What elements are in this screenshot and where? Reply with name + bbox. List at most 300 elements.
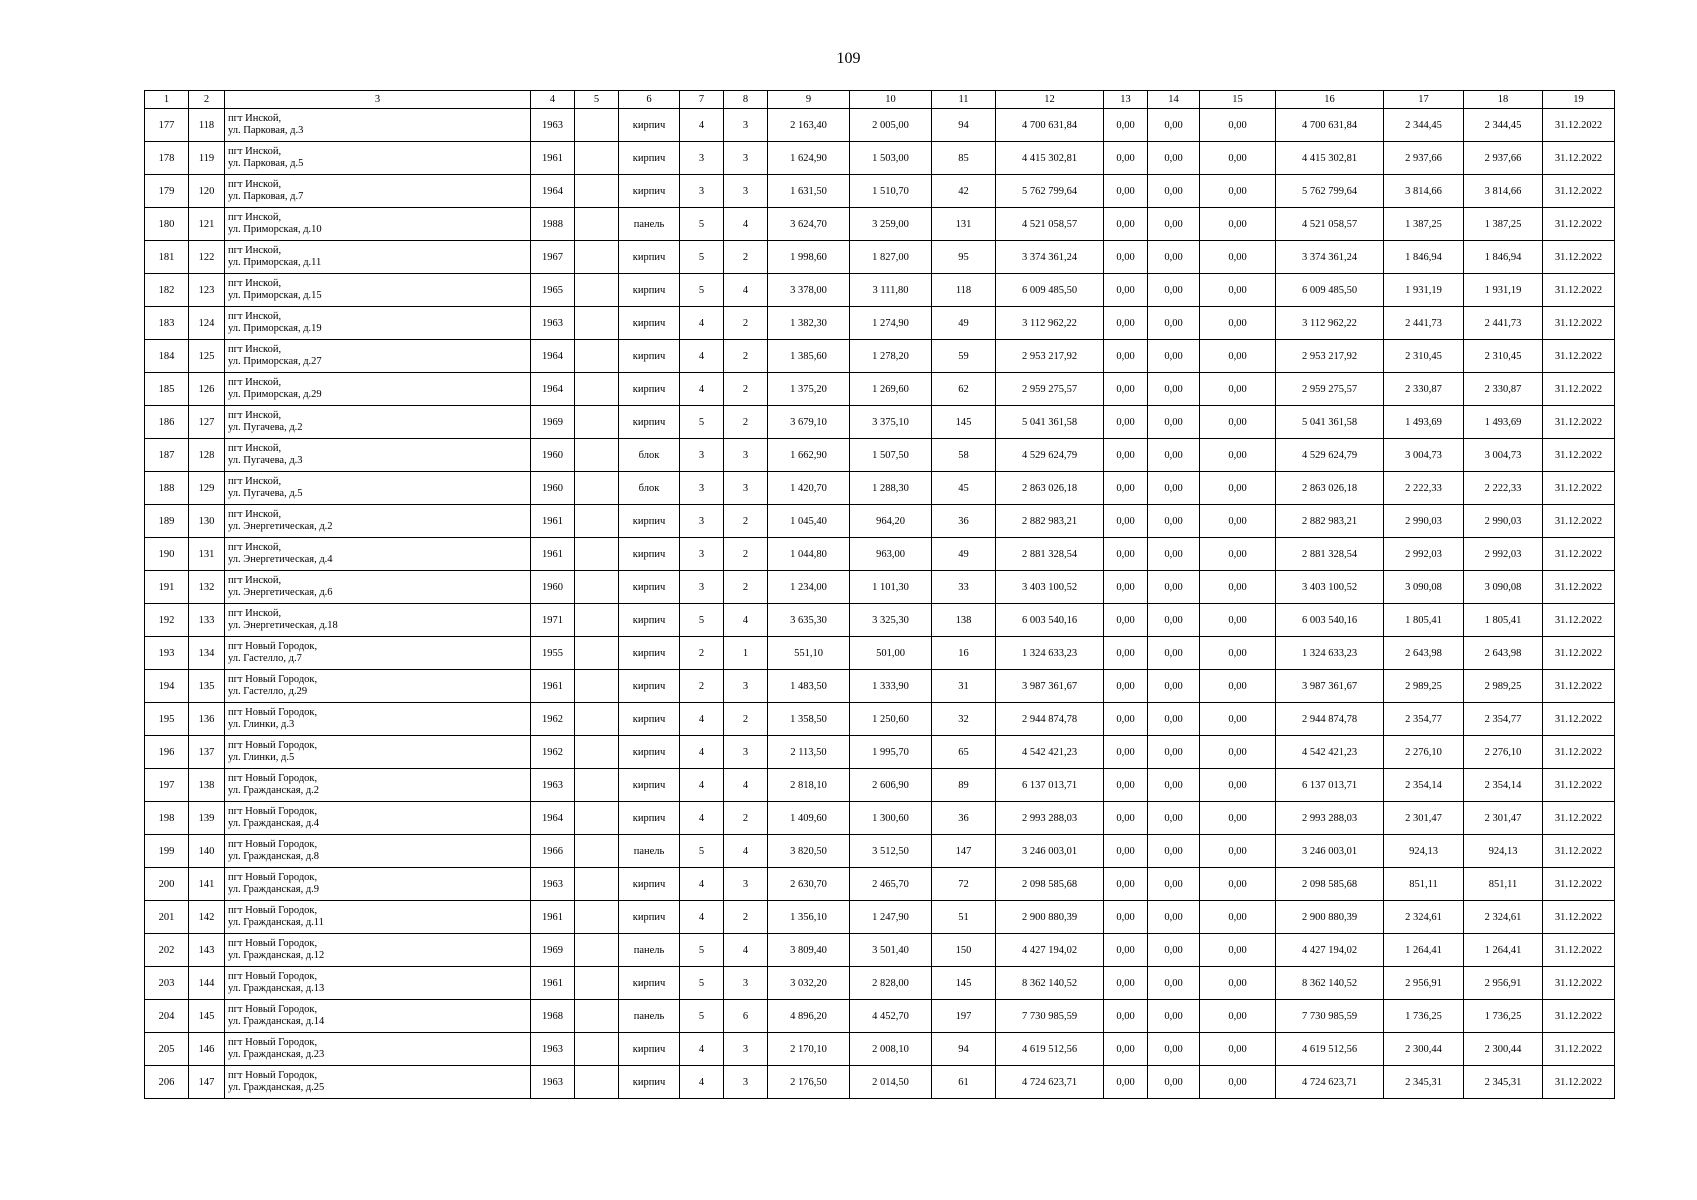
local-number: 119 [189,142,225,175]
local-number: 145 [189,1000,225,1033]
cost-total: 2 959 275,57 [996,373,1104,406]
address-cell [225,835,531,868]
residents: 62 [932,373,996,406]
wall-material: кирпич [619,340,680,373]
living-area: 1 510,70 [850,175,932,208]
street-address: ул. Энергетическая, д.2 [228,521,333,532]
column-15-cell: 0,00 [1200,736,1276,769]
entrances: 4 [724,604,768,637]
total-area: 2 818,10 [768,769,850,802]
deadline-date: 31.12.2022 [1543,373,1615,406]
settlement-name: пгт Инской, [228,146,282,157]
row-number: 179 [145,175,189,208]
living-area: 1 503,00 [850,142,932,175]
cost-sum: 4 724 623,71 [1276,1066,1384,1099]
total-area: 1 624,90 [768,142,850,175]
wall-material: панель [619,835,680,868]
living-area: 2 008,10 [850,1033,932,1066]
table-row [145,1066,1615,1099]
local-number: 122 [189,241,225,274]
settlement-name: пгт Инской, [228,113,282,124]
column-5-cell [575,934,619,967]
unit-cost: 3 004,73 [1384,439,1464,472]
street-address: ул. Пугачева, д.3 [228,455,303,466]
column-13-cell: 0,00 [1104,736,1148,769]
settlement-name: пгт Новый Городок, [228,872,318,883]
column-13-cell: 0,00 [1104,967,1148,1000]
local-number: 146 [189,1033,225,1066]
wall-material: кирпич [619,703,680,736]
column-14-cell: 0,00 [1148,1033,1200,1066]
column-14-cell: 0,00 [1148,307,1200,340]
build-year: 1960 [531,439,575,472]
settlement-name: пгт Инской, [228,278,282,289]
cost-sum: 4 619 512,56 [1276,1033,1384,1066]
local-number: 129 [189,472,225,505]
entrances: 4 [724,769,768,802]
living-area: 501,00 [850,637,932,670]
cost-sum: 4 700 631,84 [1276,109,1384,142]
residents: 59 [932,340,996,373]
column-5-cell [575,142,619,175]
row-number: 197 [145,769,189,802]
column-13-cell: 0,00 [1104,703,1148,736]
address-cell [225,274,531,307]
column-14-cell: 0,00 [1148,538,1200,571]
total-area: 3 624,70 [768,208,850,241]
address-cell [225,637,531,670]
unit-cost: 2 992,03 [1384,538,1464,571]
register-table [144,90,1615,1099]
total-area: 1 662,90 [768,439,850,472]
column-5-cell [575,274,619,307]
local-number: 124 [189,307,225,340]
street-address: ул. Пугачева, д.2 [228,422,303,433]
cost-sum: 3 246 003,01 [1276,835,1384,868]
column-14-cell: 0,00 [1148,274,1200,307]
column-15-cell: 0,00 [1200,472,1276,505]
row-number: 194 [145,670,189,703]
living-area: 1 250,60 [850,703,932,736]
deadline-date: 31.12.2022 [1543,769,1615,802]
table-row [145,373,1615,406]
settlement-name: пгт Инской, [228,476,282,487]
column-13-cell: 0,00 [1104,439,1148,472]
unit-cost: 1 736,25 [1384,1000,1464,1033]
table-row [145,703,1615,736]
wall-material: кирпич [619,571,680,604]
living-area: 1 300,60 [850,802,932,835]
floors: 4 [680,109,724,142]
total-area: 3 820,50 [768,835,850,868]
unit-cost-limit: 1 846,94 [1464,241,1543,274]
column-14-cell: 0,00 [1148,637,1200,670]
floors: 2 [680,670,724,703]
total-area: 3 032,20 [768,967,850,1000]
living-area: 1 995,70 [850,736,932,769]
floors: 5 [680,406,724,439]
column-15-cell: 0,00 [1200,175,1276,208]
wall-material: кирпич [619,274,680,307]
table-header-row [145,91,1615,109]
cost-sum: 2 944 874,78 [1276,703,1384,736]
entrances: 4 [724,835,768,868]
address-cell [225,1033,531,1066]
entrances: 3 [724,175,768,208]
build-year: 1963 [531,868,575,901]
deadline-date: 31.12.2022 [1543,208,1615,241]
column-13-cell: 0,00 [1104,1066,1148,1099]
street-address: ул. Глинки, д.5 [228,752,295,763]
cost-total: 2 953 217,92 [996,340,1104,373]
wall-material: кирпич [619,637,680,670]
cost-sum: 2 881 328,54 [1276,538,1384,571]
unit-cost: 2 276,10 [1384,736,1464,769]
deadline-date: 31.12.2022 [1543,934,1615,967]
row-number: 192 [145,604,189,637]
street-address: ул. Приморская, д.27 [228,356,322,367]
row-number: 184 [145,340,189,373]
living-area: 2 465,70 [850,868,932,901]
cost-total: 3 112 962,22 [996,307,1104,340]
deadline-date: 31.12.2022 [1543,901,1615,934]
entrances: 6 [724,1000,768,1033]
living-area: 3 501,40 [850,934,932,967]
street-address: ул. Гражданская, д.11 [228,917,324,928]
cost-sum: 4 521 058,57 [1276,208,1384,241]
deadline-date: 31.12.2022 [1543,538,1615,571]
column-14-cell: 0,00 [1148,769,1200,802]
unit-cost-limit: 924,13 [1464,835,1543,868]
street-address: ул. Приморская, д.15 [228,290,322,301]
settlement-name: пгт Новый Городок, [228,707,318,718]
deadline-date: 31.12.2022 [1543,703,1615,736]
floors: 4 [680,769,724,802]
residents: 118 [932,274,996,307]
settlement-name: пгт Инской, [228,509,282,520]
table-row [145,538,1615,571]
cost-sum: 7 730 985,59 [1276,1000,1384,1033]
unit-cost: 1 931,19 [1384,274,1464,307]
residents: 33 [932,571,996,604]
unit-cost-limit: 1 387,25 [1464,208,1543,241]
column-5-cell [575,769,619,802]
row-number: 189 [145,505,189,538]
build-year: 1962 [531,736,575,769]
street-address: ул. Гражданская, д.14 [228,1016,325,1027]
residents: 147 [932,835,996,868]
row-number: 178 [145,142,189,175]
column-15-cell: 0,00 [1200,208,1276,241]
residents: 131 [932,208,996,241]
address-cell [225,175,531,208]
cost-total: 2 881 328,54 [996,538,1104,571]
column-14-cell: 0,00 [1148,934,1200,967]
table-row [145,109,1615,142]
deadline-date: 31.12.2022 [1543,241,1615,274]
settlement-name: пгт Инской, [228,542,282,553]
deadline-date: 31.12.2022 [1543,868,1615,901]
address-cell [225,802,531,835]
cost-total: 4 529 624,79 [996,439,1104,472]
row-number: 201 [145,901,189,934]
row-number: 203 [145,967,189,1000]
cost-sum: 2 959 275,57 [1276,373,1384,406]
wall-material: кирпич [619,307,680,340]
floors: 4 [680,868,724,901]
living-area: 3 325,30 [850,604,932,637]
column-15-cell: 0,00 [1200,373,1276,406]
living-area: 1 278,20 [850,340,932,373]
address-cell [225,439,531,472]
column-14-cell: 0,00 [1148,340,1200,373]
cost-sum: 1 324 633,23 [1276,637,1384,670]
residents: 16 [932,637,996,670]
unit-cost-limit: 2 330,87 [1464,373,1543,406]
unit-cost: 2 937,66 [1384,142,1464,175]
address-cell [225,868,531,901]
floors: 5 [680,604,724,637]
floors: 3 [680,472,724,505]
deadline-date: 31.12.2022 [1543,1066,1615,1099]
entrances: 4 [724,274,768,307]
total-area: 1 631,50 [768,175,850,208]
row-number: 202 [145,934,189,967]
column-header: 3 [225,91,531,109]
column-14-cell: 0,00 [1148,241,1200,274]
deadline-date: 31.12.2022 [1543,736,1615,769]
build-year: 1960 [531,571,575,604]
column-13-cell: 0,00 [1104,571,1148,604]
address-cell [225,703,531,736]
row-number: 187 [145,439,189,472]
column-14-cell: 0,00 [1148,703,1200,736]
wall-material: кирпич [619,769,680,802]
deadline-date: 31.12.2022 [1543,967,1615,1000]
entrances: 3 [724,967,768,1000]
cost-sum: 6 003 540,16 [1276,604,1384,637]
entrances: 3 [724,670,768,703]
residents: 145 [932,406,996,439]
street-address: ул. Гражданская, д.23 [228,1049,325,1060]
cost-sum: 8 362 140,52 [1276,967,1384,1000]
column-15-cell: 0,00 [1200,637,1276,670]
local-number: 143 [189,934,225,967]
column-15-cell: 0,00 [1200,142,1276,175]
column-5-cell [575,439,619,472]
address-cell [225,208,531,241]
cost-total: 4 542 421,23 [996,736,1104,769]
street-address: ул. Энергетическая, д.18 [228,620,338,631]
wall-material: кирпич [619,373,680,406]
cost-total: 6 003 540,16 [996,604,1104,637]
column-14-cell: 0,00 [1148,142,1200,175]
column-header: 13 [1104,91,1148,109]
settlement-name: пгт Новый Городок, [228,1037,318,1048]
build-year: 1961 [531,538,575,571]
living-area: 2 014,50 [850,1066,932,1099]
address-cell [225,1000,531,1033]
column-14-cell: 0,00 [1148,868,1200,901]
total-area: 1 385,60 [768,340,850,373]
living-area: 1 101,30 [850,571,932,604]
address-cell [225,340,531,373]
entrances: 2 [724,901,768,934]
column-15-cell: 0,00 [1200,901,1276,934]
floors: 5 [680,934,724,967]
table-row [145,934,1615,967]
column-15-cell: 0,00 [1200,835,1276,868]
unit-cost-limit: 2 441,73 [1464,307,1543,340]
column-13-cell: 0,00 [1104,142,1148,175]
column-15-cell: 0,00 [1200,1066,1276,1099]
living-area: 3 111,80 [850,274,932,307]
street-address: ул. Гастелло, д.29 [228,686,308,697]
cost-total: 2 863 026,18 [996,472,1104,505]
wall-material: кирпич [619,670,680,703]
column-header: 16 [1276,91,1384,109]
local-number: 142 [189,901,225,934]
residents: 89 [932,769,996,802]
unit-cost: 1 846,94 [1384,241,1464,274]
deadline-date: 31.12.2022 [1543,406,1615,439]
entrances: 2 [724,307,768,340]
street-address: ул. Глинки, д.3 [228,719,295,730]
build-year: 1963 [531,307,575,340]
column-13-cell: 0,00 [1104,307,1148,340]
column-14-cell: 0,00 [1148,670,1200,703]
build-year: 1963 [531,109,575,142]
total-area: 3 809,40 [768,934,850,967]
table-row [145,505,1615,538]
unit-cost: 2 956,91 [1384,967,1464,1000]
total-area: 2 170,10 [768,1033,850,1066]
total-area: 1 044,80 [768,538,850,571]
total-area: 1 483,50 [768,670,850,703]
unit-cost-limit: 2 643,98 [1464,637,1543,670]
build-year: 1965 [531,274,575,307]
local-number: 138 [189,769,225,802]
unit-cost-limit: 1 493,69 [1464,406,1543,439]
deadline-date: 31.12.2022 [1543,637,1615,670]
address-cell [225,604,531,637]
wall-material: панель [619,934,680,967]
living-area: 1 269,60 [850,373,932,406]
build-year: 1961 [531,967,575,1000]
column-15-cell: 0,00 [1200,538,1276,571]
settlement-name: пгт Инской, [228,377,282,388]
local-number: 130 [189,505,225,538]
residents: 36 [932,505,996,538]
street-address: ул. Парковая, д.5 [228,158,304,169]
column-5-cell [575,670,619,703]
unit-cost: 2 344,45 [1384,109,1464,142]
unit-cost: 3 090,08 [1384,571,1464,604]
street-address: ул. Гражданская, д.9 [228,884,320,895]
total-area: 1 358,50 [768,703,850,736]
build-year: 1960 [531,472,575,505]
entrances: 3 [724,736,768,769]
total-area: 2 163,40 [768,109,850,142]
residents: 72 [932,868,996,901]
entrances: 2 [724,241,768,274]
column-13-cell: 0,00 [1104,670,1148,703]
floors: 4 [680,1066,724,1099]
cost-total: 2 993 288,03 [996,802,1104,835]
floors: 5 [680,835,724,868]
address-cell [225,241,531,274]
settlement-name: пгт Инской, [228,344,282,355]
wall-material: кирпич [619,406,680,439]
settlement-name: пгт Новый Городок, [228,740,318,751]
entrances: 1 [724,637,768,670]
column-5-cell [575,109,619,142]
column-15-cell: 0,00 [1200,241,1276,274]
table-row [145,769,1615,802]
total-area: 1 409,60 [768,802,850,835]
street-address: ул. Энергетическая, д.4 [228,554,333,565]
local-number: 126 [189,373,225,406]
build-year: 1988 [531,208,575,241]
unit-cost: 2 643,98 [1384,637,1464,670]
unit-cost: 1 387,25 [1384,208,1464,241]
settlement-name: пгт Инской, [228,608,282,619]
unit-cost: 2 300,44 [1384,1033,1464,1066]
column-13-cell: 0,00 [1104,802,1148,835]
unit-cost: 2 354,77 [1384,703,1464,736]
address-cell [225,1066,531,1099]
local-number: 144 [189,967,225,1000]
local-number: 132 [189,571,225,604]
table-row [145,1033,1615,1066]
cost-total: 2 882 983,21 [996,505,1104,538]
unit-cost: 924,13 [1384,835,1464,868]
build-year: 1966 [531,835,575,868]
column-15-cell: 0,00 [1200,1000,1276,1033]
wall-material: кирпич [619,868,680,901]
cost-sum: 6 009 485,50 [1276,274,1384,307]
column-13-cell: 0,00 [1104,901,1148,934]
cost-sum: 4 427 194,02 [1276,934,1384,967]
build-year: 1955 [531,637,575,670]
column-header: 18 [1464,91,1543,109]
settlement-name: пгт Инской, [228,212,282,223]
column-5-cell [575,1033,619,1066]
column-5-cell [575,373,619,406]
residents: 138 [932,604,996,637]
row-number: 195 [145,703,189,736]
column-14-cell: 0,00 [1148,109,1200,142]
wall-material: кирпич [619,1066,680,1099]
column-15-cell: 0,00 [1200,802,1276,835]
total-area: 2 630,70 [768,868,850,901]
wall-material: кирпич [619,604,680,637]
column-5-cell [575,1000,619,1033]
table-row [145,406,1615,439]
address-cell [225,373,531,406]
build-year: 1969 [531,934,575,967]
address-cell [225,769,531,802]
street-address: ул. Гражданская, д.8 [228,851,320,862]
living-area: 3 375,10 [850,406,932,439]
address-cell [225,142,531,175]
unit-cost-limit: 2 956,91 [1464,967,1543,1000]
column-5-cell [575,967,619,1000]
unit-cost: 1 264,41 [1384,934,1464,967]
row-number: 186 [145,406,189,439]
cost-total: 4 700 631,84 [996,109,1104,142]
settlement-name: пгт Новый Городок, [228,773,318,784]
